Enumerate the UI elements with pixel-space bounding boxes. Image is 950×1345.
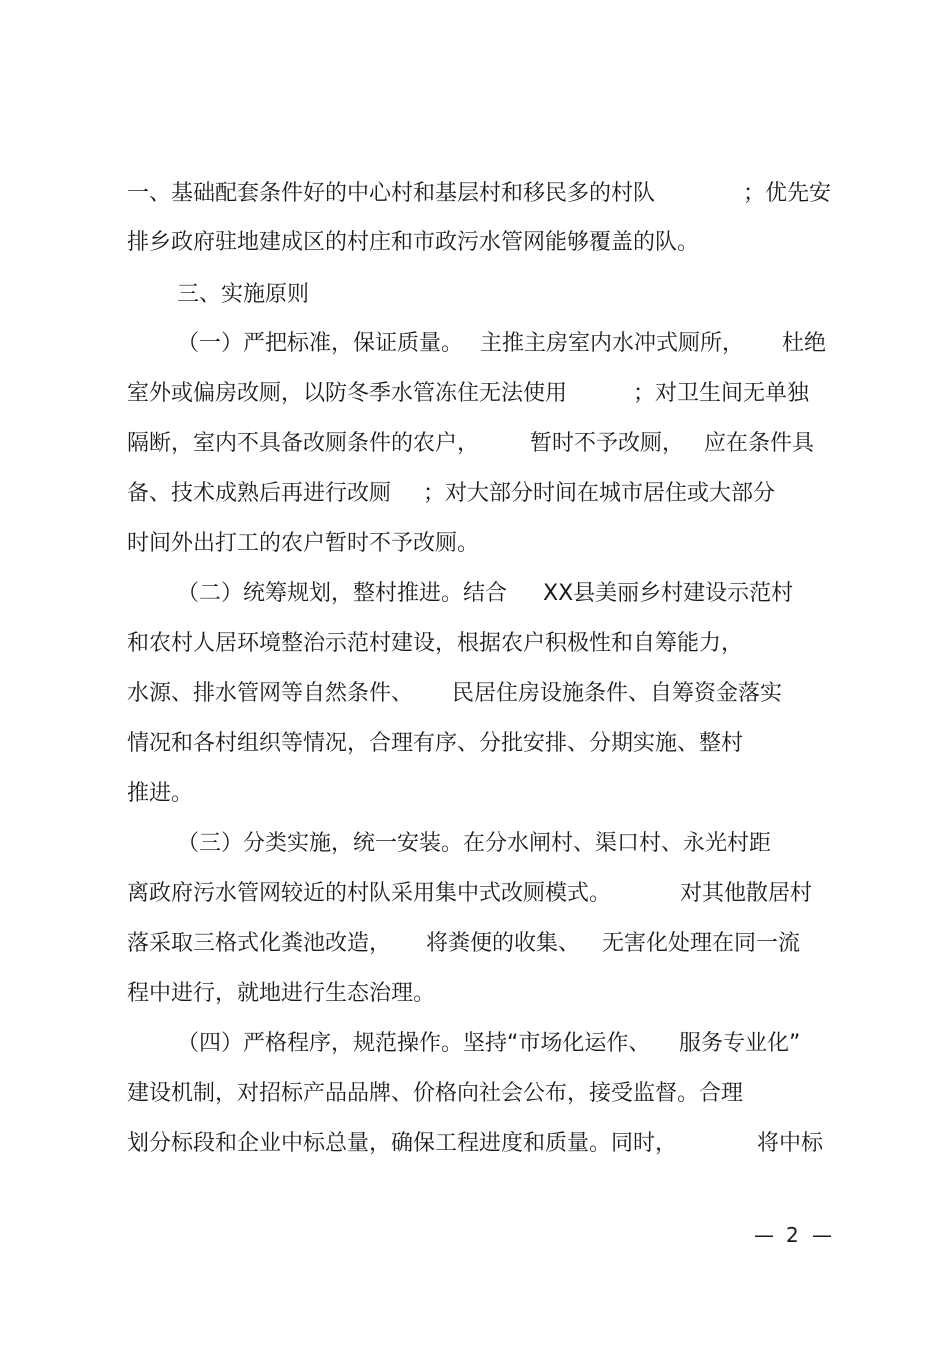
text-segment: 无害化处理在同一流 (602, 931, 801, 956)
text-line (177, 1027, 827, 1061)
text-segment: （四）严格程序，规范操作。坚持“市场化运作、 (177, 1031, 651, 1056)
text-line (177, 827, 827, 861)
page-number-value: 2 (786, 1223, 799, 1247)
text-segment: 隔断，室内不具备改厕条件的农户， (127, 431, 480, 456)
text-line (127, 627, 827, 661)
text-line (127, 427, 827, 461)
text-segment: 主推主房室内水冲式厕所， (480, 331, 745, 356)
text-line (127, 527, 827, 561)
text-segment: 室外或偏房改厕，以防冬季水管冻住无法使用 (127, 381, 568, 406)
text-segment: 对其他散居村 (680, 881, 813, 906)
text-line (127, 477, 827, 511)
page-number (750, 1220, 830, 1250)
text-segment: 时间外出打工的农户暂时不予改厕。 (127, 531, 480, 556)
text-segment: 和农村人居环境整治示范村建设，根据农户积极性和自筹能力， (127, 631, 744, 656)
text-line (177, 327, 827, 361)
text-segment: 应在条件具 (704, 431, 815, 456)
text-line (127, 177, 832, 211)
text-segment: 备、技术成熟后再进行改厕 (127, 481, 392, 506)
page-number-dash: — (754, 1223, 774, 1247)
text-line (127, 226, 827, 260)
text-line (127, 777, 827, 811)
text-segment: ；对卫生间无单独 (633, 381, 810, 406)
text-segment: XX县美丽乡村建设示范村 (543, 581, 794, 606)
text-line (127, 1077, 827, 1111)
text-line (127, 877, 827, 911)
text-segment: 情况和各村组织等情况，合理有序、分批安排、分期实施、整村 (127, 731, 744, 756)
text-line (127, 377, 827, 411)
text-segment: 将中标 (757, 1131, 824, 1156)
text-segment: 程中进行，就地进行生态治理。 (127, 981, 436, 1006)
text-segment: 杜绝 (782, 331, 827, 356)
text-segment: 划分标段和企业中标总量，确保工程进度和质量。同时， (127, 1131, 678, 1156)
text-line (127, 977, 827, 1011)
text-segment: （二）统筹规划，整村推进。结合 (177, 581, 508, 606)
text-segment: 离政府污水管网较近的村队采用集中式改厕模式。 (127, 881, 612, 906)
text-segment: 推进。 (127, 781, 194, 806)
text-segment: （三）分类实施，统一安装。在分水闸村、渠口村、永光村距 (177, 831, 772, 856)
text-segment: 一、基础配套条件好的中心村和基层村和移民多的村队 (127, 181, 656, 206)
text-segment: 暂时不予改厕， (530, 431, 685, 456)
text-segment: ；对大部分时间在城市居住或大部分 (423, 481, 776, 506)
text-segment: 三、实施原则 (177, 282, 310, 307)
text-segment: 服务专业化” (679, 1031, 801, 1056)
text-segment: （一）严把标准，保证质量。 (177, 331, 464, 356)
text-line (127, 1127, 827, 1161)
text-segment: 水源、排水管网等自然条件、 (127, 681, 414, 706)
page-number-dash: — (812, 1223, 832, 1247)
text-line (127, 927, 827, 961)
text-segment: 民居住房设施条件、自筹资金落实 (452, 681, 783, 706)
text-segment: 落采取三格式化粪池改造， (127, 931, 392, 956)
text-line (127, 677, 827, 711)
text-segment: 建设机制，对招标产品品牌、价格向社会公布，接受监督。合理 (127, 1081, 744, 1106)
text-segment: 排乡政府驻地建成区的村庄和市政污水管网能够覆盖的队。 (127, 230, 700, 255)
text-line (177, 577, 827, 611)
text-segment: 将粪便的收集、 (426, 931, 581, 956)
text-line (127, 727, 827, 761)
text-segment: ；优先安 (743, 181, 832, 206)
section-heading (177, 278, 827, 312)
